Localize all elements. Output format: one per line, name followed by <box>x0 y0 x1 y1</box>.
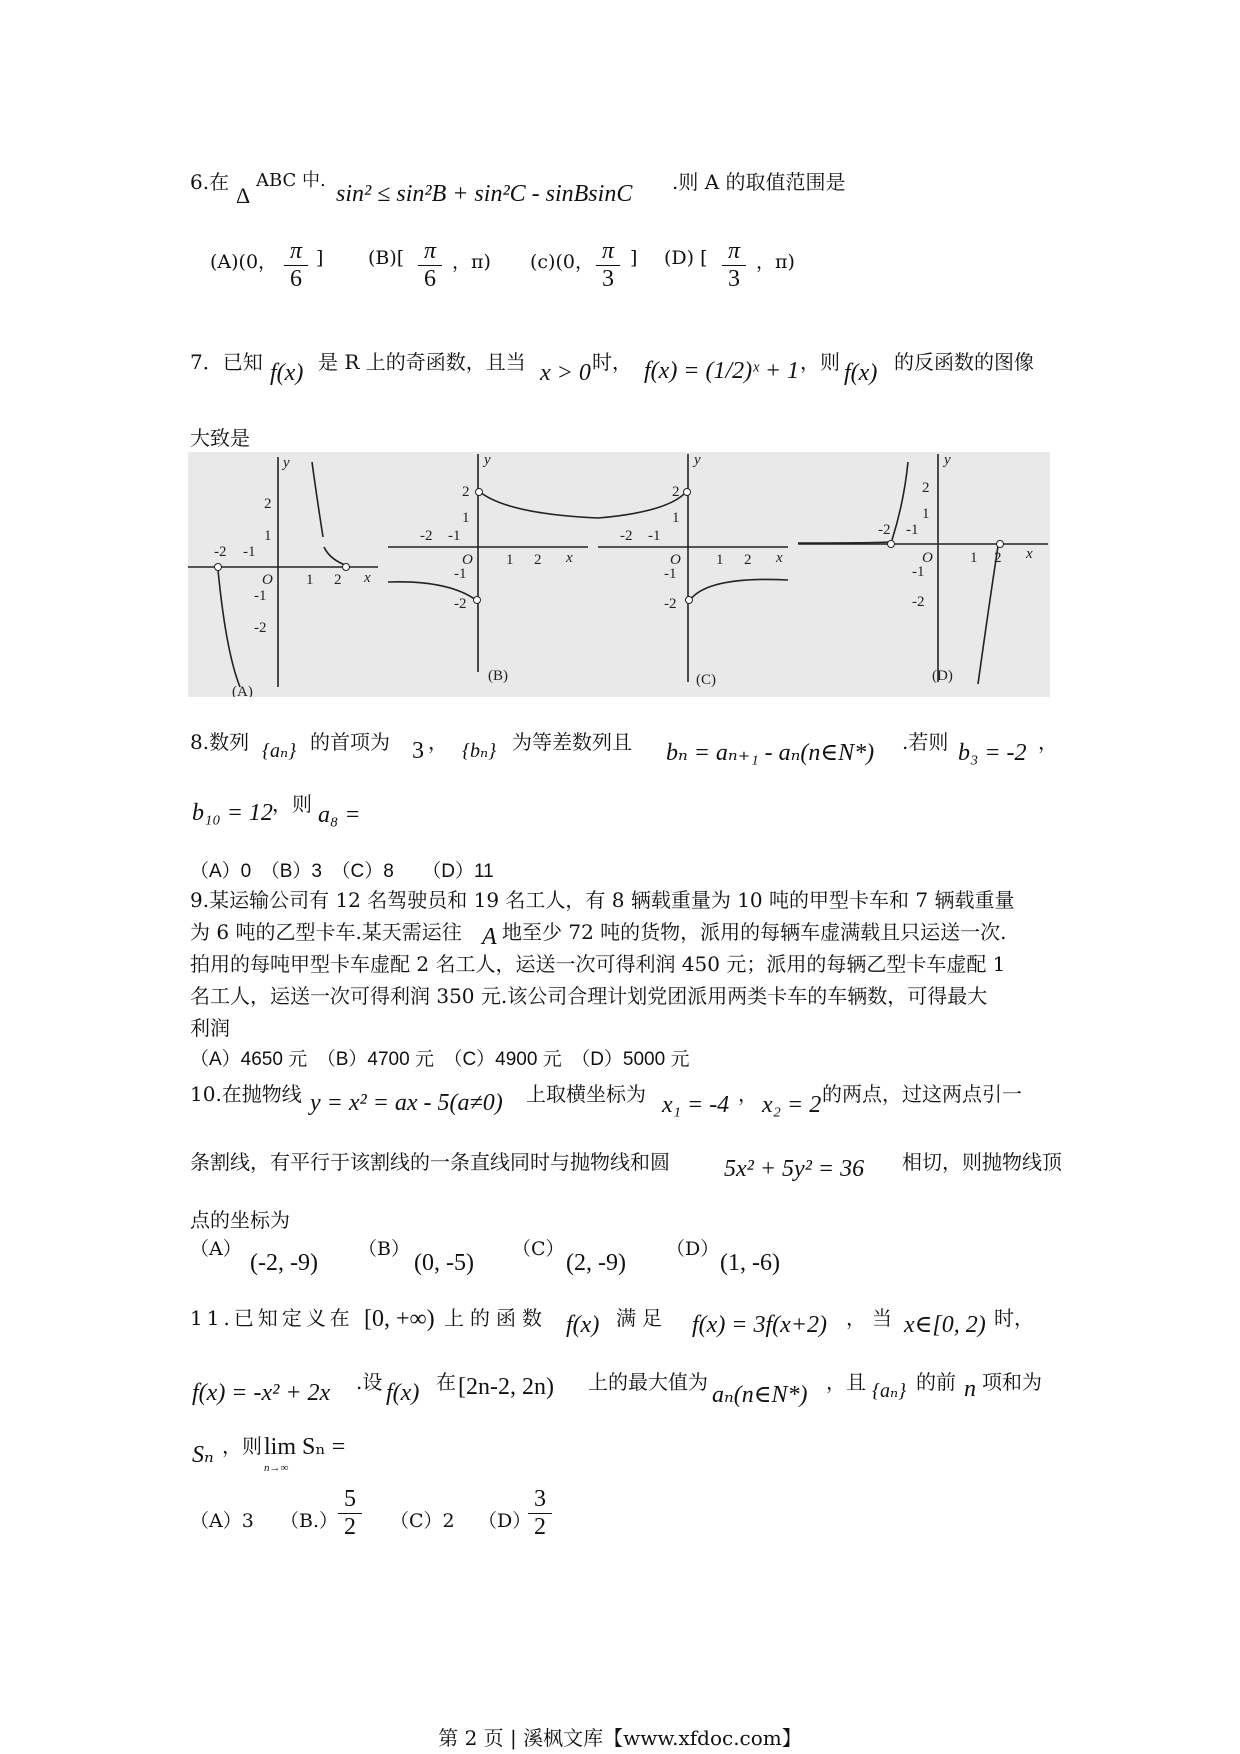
q9-line-2a: 为 6 吨的乙型卡车.某天需运往 <box>190 920 462 944</box>
svg-text:y: y <box>283 455 290 471</box>
q11-p7: 在 <box>436 1370 456 1394</box>
q11-p12: ，则 <box>222 1434 262 1458</box>
q8-a8: a₈ = <box>318 802 361 828</box>
svg-text:2: 2 <box>922 480 930 496</box>
q6-abc: ABC 中. <box>256 170 326 191</box>
svg-text:1: 1 <box>264 528 272 544</box>
svg-text:2: 2 <box>264 496 272 512</box>
svg-text:1: 1 <box>672 510 680 526</box>
q9-options: （A）4650 元 （B）4700 元 （C）4900 元 （D）5000 元 <box>190 1049 690 1070</box>
q6-option-b-frac: $\frac{\pi}{6}$ <box>418 238 442 293</box>
svg-text:-2: -2 <box>878 522 891 538</box>
svg-text:y: y <box>944 452 951 468</box>
q10-option-b-value: (0, -5) <box>414 1250 474 1276</box>
q6-option-a-frac: $\frac{\pi}{6}$ <box>284 238 308 293</box>
svg-text:x: x <box>1026 546 1033 562</box>
q7-f2: f(x) <box>844 360 878 386</box>
svg-text:-1: -1 <box>254 588 267 604</box>
svg-text:-2: -2 <box>912 594 925 610</box>
q6-option-c: (c)(0， <box>530 251 594 273</box>
q8-seq-b: {bₙ} <box>462 740 497 762</box>
q6-option-a: (A)(0， <box>210 251 278 273</box>
graph-a <box>188 457 378 687</box>
q8-options: （A）0 （B）3 （C）8 （D）11 <box>190 861 494 882</box>
svg-text:2: 2 <box>534 552 542 568</box>
svg-text:-1: -1 <box>243 544 256 560</box>
svg-text:x: x <box>364 570 371 586</box>
q7-p2: 是 R 上的奇函数，且当 <box>318 350 526 374</box>
q6-prefix: 6.在 <box>190 170 230 194</box>
svg-text:O: O <box>670 552 681 568</box>
q10-parabola: y = x² = ax - 5(a≠0) <box>310 1090 503 1116</box>
q6-option-d: (D) [ <box>664 247 708 269</box>
q10-p4: 的两点，过这两点引一 <box>822 1082 1022 1106</box>
svg-text:2: 2 <box>672 484 680 500</box>
svg-text:-2: -2 <box>254 620 267 636</box>
q10-circle: 5x² + 5y² = 36 <box>724 1156 865 1182</box>
q7-p4: ，则 <box>800 350 840 374</box>
q10-x1: x₁ = -4 <box>662 1092 730 1118</box>
svg-text:1: 1 <box>970 550 978 566</box>
q6-option-c-tail: ] <box>630 247 638 269</box>
page-footer: 第 2 页 | 溪枫文库【www.xfdoc.com】 <box>438 1726 802 1750</box>
q11-sn: Sₙ <box>192 1442 214 1468</box>
svg-text:2: 2 <box>462 484 470 500</box>
q8-b10: b₁₀ = 12 <box>192 800 273 826</box>
q10-p2: 上取横坐标为 <box>526 1082 646 1106</box>
q10-p3: ， <box>738 1082 758 1106</box>
svg-text:O: O <box>262 572 273 588</box>
svg-text:1: 1 <box>716 552 724 568</box>
q11-domain: [0, +∞) <box>364 1306 435 1332</box>
q10-p7: 点的坐标为 <box>190 1208 290 1232</box>
q9-line-3: 拍用的每吨甲型卡车虚配 2 名工人，运送一次可得利润 450 元；派用的每辆乙型卡车虚配 1 <box>190 952 1006 976</box>
graph-c <box>598 454 788 682</box>
q11-option-a: （A）3 <box>190 1510 254 1532</box>
q7-p5: 的反函数的图像 <box>894 350 1034 374</box>
graph-a-labels <box>214 455 371 697</box>
q10-p1: 10.在抛物线 <box>190 1082 302 1106</box>
q6-option-d-tail: ，π) <box>756 251 795 273</box>
q10-option-c-label: （C） <box>512 1238 565 1260</box>
q11-rel: f(x) = 3f(x+2) <box>692 1312 827 1338</box>
q6-option-c-frac: $\frac{\pi}{3}$ <box>596 238 620 293</box>
q6-formula: sin² ≤ sin²B + sin²C - sinBsinC <box>336 181 633 207</box>
svg-text:-1: -1 <box>906 522 919 538</box>
graph-d-labels <box>878 452 1033 684</box>
q9-place: A <box>482 924 497 950</box>
q8-seq-a: {aₙ} <box>262 740 297 762</box>
q7-graphs-svg <box>188 452 1050 697</box>
q10-option-a-label: （A） <box>190 1238 242 1260</box>
q6-option-a-tail: ] <box>316 247 324 269</box>
q8-first: 3 <box>412 738 424 764</box>
svg-text:1: 1 <box>306 572 314 588</box>
q9-line-2b: 地至少 72 吨的货物，派用的每辆车虚满载且只运送一次. <box>502 920 1007 944</box>
q11-f: f(x) <box>566 1312 600 1338</box>
q11-option-d-frac: $\frac{3}{2}$ <box>528 1486 552 1541</box>
q11-range: [2n-2, 2n) <box>458 1374 554 1400</box>
svg-text:2: 2 <box>994 550 1002 566</box>
q11-n: n <box>964 1376 976 1402</box>
q7-p6: 大致是 <box>190 426 250 450</box>
svg-text:-2: -2 <box>664 596 677 612</box>
q8-p6: ， <box>1038 730 1058 754</box>
q7-graphs-figure <box>188 452 1050 697</box>
svg-text:O: O <box>922 550 933 566</box>
q9-line-1: 9.某运输公司有 12 名驾驶员和 19 名工人，有 8 辆载重量为 10 吨的甲型卡车和 7 辆载重量 <box>190 888 1015 912</box>
q11-f2: f(x) <box>386 1380 420 1406</box>
q11-p6: .设 <box>356 1370 383 1394</box>
q11-lim-sub: n→∞ <box>264 1462 289 1474</box>
svg-text:-2: -2 <box>620 528 633 544</box>
graph-b-label: (B) <box>488 668 508 684</box>
q11-interval: x∈[0, 2) <box>904 1312 986 1338</box>
q10-option-d-value: (1, -6) <box>720 1250 780 1276</box>
svg-text:-2: -2 <box>214 544 227 560</box>
q8-p3: ， <box>428 730 448 754</box>
svg-text:-1: -1 <box>454 566 467 582</box>
q11-option-d: （D） <box>478 1510 532 1532</box>
graph-c-labels <box>620 452 783 688</box>
q11-option-b: （B.） <box>280 1510 339 1532</box>
graph-b-labels <box>420 452 573 684</box>
q6-suffix: .则 A 的取值范围是 <box>672 170 846 194</box>
q10-x2: x₂ = 2 <box>762 1092 822 1118</box>
svg-text:-1: -1 <box>664 566 677 582</box>
q10-option-d-label: （D） <box>666 1238 720 1260</box>
q8-p4: 为等差数列且 <box>512 730 632 754</box>
q11-p1: 11.已知定义在 <box>190 1306 354 1330</box>
q6-option-d-frac: $\frac{\pi}{3}$ <box>722 238 746 293</box>
q11-seq: {aₙ} <box>872 1380 907 1402</box>
q7-p3: 时， <box>592 350 632 374</box>
q7-p1: 7．已知 <box>190 350 263 374</box>
q11-p2: 上的函数 <box>444 1306 548 1330</box>
q11-p11: 项和为 <box>982 1370 1042 1394</box>
q10-p5: 条割线，有平行于该割线的一条直线同时与抛物线和圆 <box>190 1150 670 1174</box>
q8-p2: 的首项为 <box>310 730 390 754</box>
svg-text:-2: -2 <box>454 596 467 612</box>
svg-text:1: 1 <box>462 510 470 526</box>
q11-option-c: （C）2 <box>390 1510 455 1532</box>
q6-delta: Δ <box>236 183 251 208</box>
q11-p4: ，当 <box>846 1306 898 1330</box>
q11-option-b-frac: $\frac{5}{2}$ <box>338 1486 362 1541</box>
svg-text:O: O <box>462 552 473 568</box>
q11-def: f(x) = -x² + 2x <box>192 1380 331 1406</box>
svg-text:x: x <box>776 550 783 566</box>
svg-text:1: 1 <box>922 506 930 522</box>
q11-lim: lim Sₙ = <box>264 1434 346 1460</box>
svg-text:-1: -1 <box>648 528 661 544</box>
q8-p5: .若则 <box>902 730 949 754</box>
q8-p7: ，则 <box>272 792 312 816</box>
q6-option-b-tail: ，π) <box>452 251 491 273</box>
q10-option-c-value: (2, -9) <box>566 1250 626 1276</box>
q10-p6: 相切，则抛物线顶 <box>902 1150 1062 1174</box>
q11-p3: 满足 <box>616 1306 668 1330</box>
svg-text:1: 1 <box>506 552 514 568</box>
q11-p8: 上的最大值为 <box>588 1370 708 1394</box>
q11-p10: 的前 <box>916 1370 956 1394</box>
svg-text:y: y <box>694 452 701 468</box>
q11-p9: ，且 <box>826 1370 866 1394</box>
q10-option-b-label: （B） <box>358 1238 410 1260</box>
q11-an: aₙ(n∈N*) <box>712 1382 808 1408</box>
svg-text:y: y <box>484 452 491 468</box>
svg-text:-2: -2 <box>420 528 433 544</box>
q8-b3: b₃ = -2 <box>958 740 1027 766</box>
q11-p5: 时， <box>994 1306 1034 1330</box>
svg-text:-1: -1 <box>448 528 461 544</box>
svg-text:x: x <box>566 550 573 566</box>
q9-line-5: 利润 <box>190 1016 230 1040</box>
svg-text:2: 2 <box>334 572 342 588</box>
svg-text:2: 2 <box>744 552 752 568</box>
q6-option-b: (B)[ <box>368 247 405 269</box>
q7-func: f(x) = (1/2)ˣ + 1 <box>644 358 800 384</box>
graph-d-label: (D) <box>932 668 953 684</box>
graph-c-label: (C) <box>696 672 716 688</box>
q10-option-a-value: (-2, -9) <box>250 1250 318 1276</box>
q7-cond: x > 0 <box>540 360 591 386</box>
q8-rel: bₙ = aₙ₊₁ - aₙ(n∈N*) <box>666 740 875 766</box>
graph-a-label: (A) <box>232 684 253 697</box>
q7-f1: f(x) <box>270 360 304 386</box>
q9-line-4: 名工人，运送一次可得利润 350 元.该公司合理计划党团派用两类卡车的车辆数，可得最大 <box>190 984 988 1008</box>
q8-p1: 8.数列 <box>190 730 250 754</box>
svg-text:-1: -1 <box>912 564 925 580</box>
